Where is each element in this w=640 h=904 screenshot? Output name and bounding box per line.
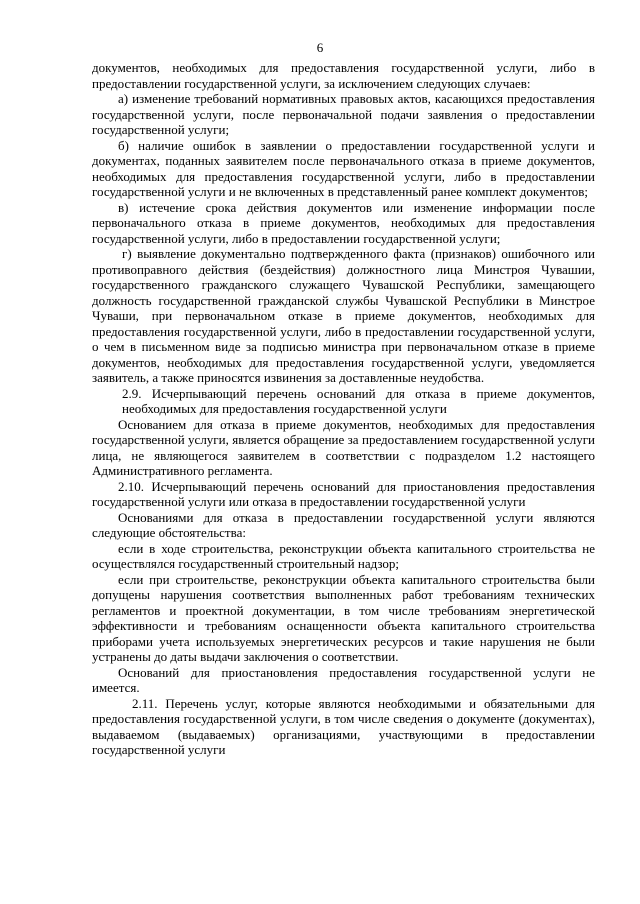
list-item-a: а) изменение требований нормативных правовых актов, касающихся предоставления государственной услуги, после первоначальной подачи заявления о предоставлении государственной услуги; <box>92 91 595 137</box>
paragraph-no-suspension: Оснований для приостановления предоставления государственной услуги не имеется. <box>92 664 595 695</box>
section-heading-2-10: 2.10. Исчерпывающий перечень оснований для приостановления предоставления государственной услуги или отказа в предоставлении государственной услуги <box>92 478 595 509</box>
document-body <box>92 60 595 758</box>
list-item-b: б) наличие ошибок в заявлении о предоставлении государственной услуги и документах, поданных заявителем после первоначального отказа в приеме документов, необходимых для предоставления государственной услуги, либо в предоставлении государственной услуги и не включенных в представленный ранее комплект документов; <box>92 137 595 199</box>
list-item-c: в) истечение срока действия документов или изменение информации после первоначального отказа в приеме документов, необходимых для предоставления государственной услуги, либо в предоставлении государственной услуги; <box>92 199 595 246</box>
page-number: 6 <box>316 40 324 55</box>
paragraph-refusal-intro: Основаниями для отказа в предоставлении государственной услуги являются следующие обстоятельства: <box>92 509 595 540</box>
paragraph-condition-2: если при строительстве, реконструкции объекта капитального строительства были допущены нарушения соответствия выполненных работ требованиям технических регламентов и проектной документации, в том числе требованиям энергетической эффективности и требованиям оснащенности объекта капитального строительства приборами учета используемых энергетических ресурсов и такие нарушения не были устранены до даты выдачи заключения о соответствии. <box>92 571 595 664</box>
paragraph-continuation: документов, необходимых для предоставления государственной услуги, либо в предоставлении государственной услуги, за исключением следующих случаев: <box>92 60 595 91</box>
paragraph-refusal-grounds: Основанием для отказа в приеме документов, необходимых для предоставления государственной услуги, является обращение за предоставлением государственной услуги лица, не являющегося заявителем в соответствии с подразделом 1.2 настоящего Административного регламента. <box>92 416 595 478</box>
paragraph-condition-1: если в ходе строительства, реконструкции объекта капитального строительства не осуществлялся государственный строительный надзор; <box>92 540 595 571</box>
section-heading-2-11: 2.11. Перечень услуг, которые являются необходимыми и обязательными для предоставления государственной услуги, в том числе сведения о документе (документах), выдаваемом (выдаваемых) организациями, участвующими в предоставлении государственной услуги <box>92 695 595 757</box>
section-heading-2-9: 2.9. Исчерпывающий перечень оснований для отказа в приеме документов, необходимых для предоставления государственной услуги <box>122 385 595 416</box>
list-item-d: г) выявление документально подтвержденного факта (признаков) ошибочного или противоправного действия (бездействия) должностного лица Минстроя Чувашии, государственного гражданского служащего Чувашской Республики, замещающего должность государственной гражданской службы Чувашской Республики в Минстрое Чуваши, при первоначальном отказе в приеме документов, необходимых для предоставления государственной услуги, либо в предоставлении государственной услуги, о чем в письменном виде за подписью министра при первоначальном отказе в приеме документов, необходимых для предоставления государственной услуги, уведомляется заявитель, а также приносятся извинения за доставленные неудобства. <box>92 246 595 385</box>
